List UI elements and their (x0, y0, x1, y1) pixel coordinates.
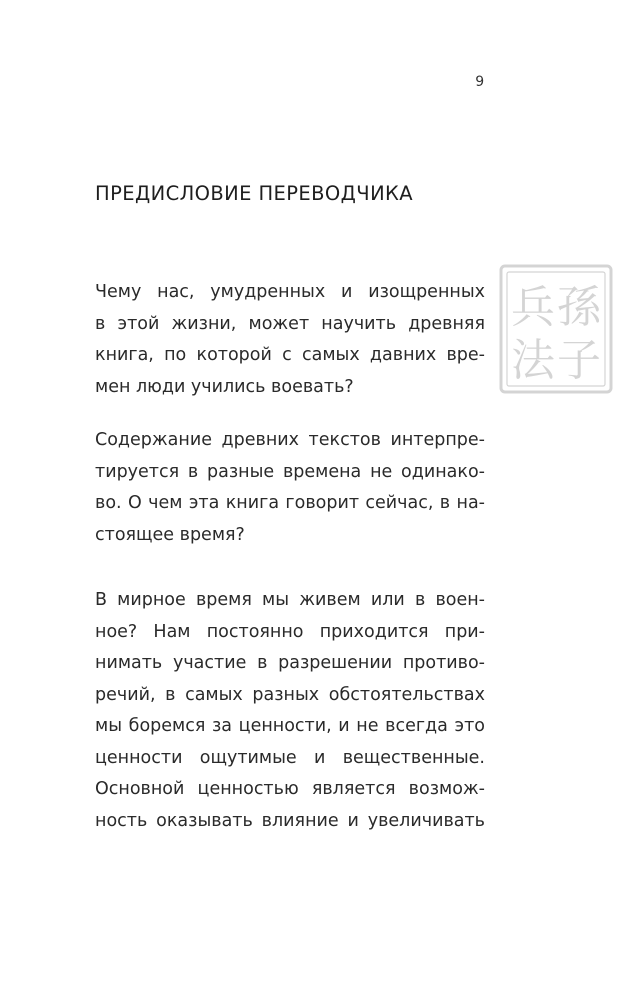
text-line: книга, по которой с самых давних вре- (95, 345, 485, 365)
seal-glyph: 兵 (511, 282, 555, 333)
seal-glyph: 法 (511, 335, 555, 386)
text-line: Содержание древних текстов интерпре- (95, 430, 485, 450)
chapter-title: ПРЕДИСЛОВИЕ ПЕРЕВОДЧИКА (95, 182, 414, 205)
text-line: ное? Нам постоянно приходится при- (95, 621, 485, 642)
paragraph-1 (95, 277, 485, 403)
seal-glyph: 子 (557, 335, 601, 386)
text-line: мы боремся за ценности, и не всегда это (95, 716, 485, 736)
text-line: В мирное время мы живем или в воен- (95, 590, 485, 610)
text-line: тируется в разные времена не одинако- (95, 461, 485, 482)
page-number: 9 (475, 74, 485, 90)
text-line: стоящее время? (95, 524, 245, 545)
paragraph-3 (95, 585, 485, 837)
text-line: Основной ценностью является возмож- (95, 779, 485, 799)
text-line: речий, в самых разных обстоятельствах (95, 684, 485, 705)
seal-glyph: 孫 (557, 282, 601, 333)
seal-stamp-icon (498, 263, 614, 395)
text-line: ность оказывать влияние и увеличивать (95, 810, 485, 831)
text-line: нимать участие в разрешении противо- (95, 653, 485, 673)
text-line: в этой жизни, может научить древняя (95, 313, 485, 334)
text-line: ценности ощутимые и вещественные. (95, 747, 485, 768)
text-line: Чему нас, умудренных и изощренных (95, 282, 485, 302)
text-line: мен люди учились воевать? (95, 376, 354, 397)
paragraph-2 (95, 425, 485, 551)
text-line: во. О чем эта книга говорит сейчас, в на- (95, 493, 485, 513)
